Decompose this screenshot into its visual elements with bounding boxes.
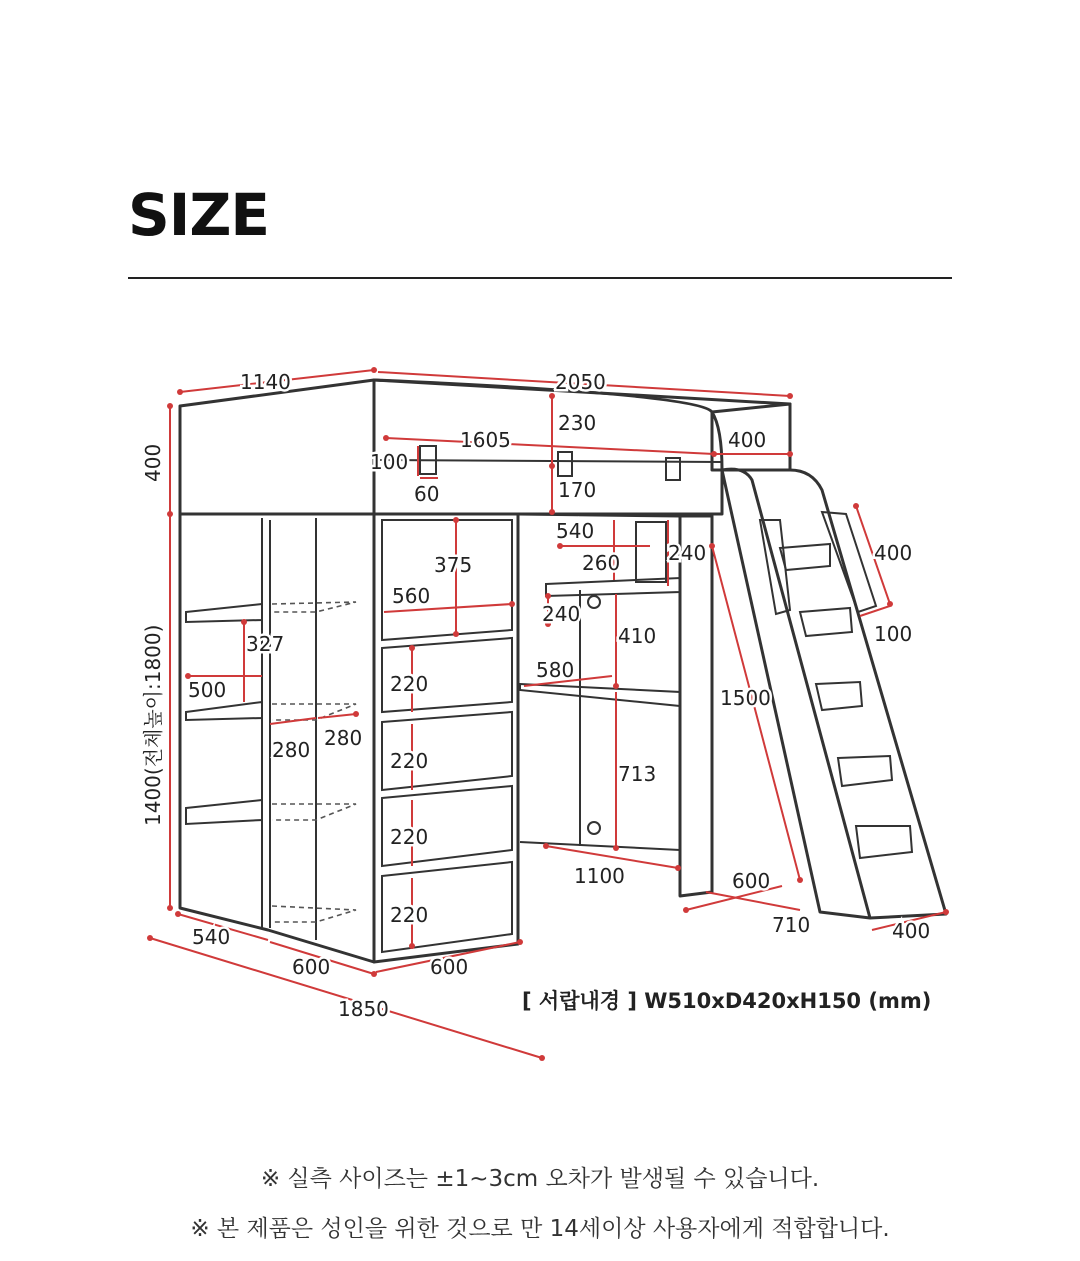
- page-title: SIZE: [128, 181, 270, 249]
- label-desk-260: 260: [582, 551, 621, 575]
- label-shelf-500: 500: [188, 678, 227, 702]
- label-desk-410: 410: [618, 624, 657, 648]
- label-desk-540: 540: [556, 519, 595, 543]
- label-base-400: 400: [892, 919, 931, 943]
- dimension-dots: [147, 367, 949, 1061]
- label-base-540: 540: [192, 925, 231, 949]
- label-total-length: 1850: [338, 997, 389, 1021]
- label-desk-240a: 240: [668, 541, 707, 565]
- label-shelf-327: 327: [246, 632, 285, 656]
- label-rail-400: 400: [728, 428, 767, 452]
- label-bed-length: 2050: [555, 370, 606, 394]
- label-1605: 1605: [460, 428, 511, 452]
- label-cab-375: 375: [434, 553, 473, 577]
- drawer-inner-spec: [ 서랍내경 ] W510xD420xH150 (mm): [522, 989, 932, 1013]
- label-total-height: 1400(전체높이:1800): [141, 624, 165, 826]
- note-age-limit: ※ 본 제품은 성인을 위한 것으로 만 14세이상 사용자에게 적합합니다.: [190, 1216, 890, 1242]
- label-desk-713: 713: [618, 762, 657, 786]
- label-base-710: 710: [772, 913, 811, 937]
- label-170: 170: [558, 478, 597, 502]
- label-desk-240b: 240: [542, 602, 581, 626]
- label-desk-1100: 1100: [574, 864, 625, 888]
- label-ladder-1500: 1500: [720, 686, 771, 710]
- label-guard-height: 400: [141, 443, 165, 482]
- label-drawer-2: 220: [390, 749, 429, 773]
- label-drawer-4: 220: [390, 903, 429, 927]
- dimension-labels: [141, 370, 930, 1021]
- label-shelf-280b: 280: [324, 726, 363, 750]
- label-base-600: 600: [732, 869, 771, 893]
- label-base-600c: 600: [430, 955, 469, 979]
- label-slot-100: 100: [370, 450, 409, 474]
- label-bed-depth: 1140: [240, 370, 291, 394]
- note-tolerance: ※ 실측 사이즈는 ±1~3cm 오차가 발생될 수 있습니다.: [260, 1166, 820, 1192]
- drawer-cabinet: [374, 514, 518, 962]
- label-ladder-400: 400: [874, 541, 913, 565]
- label-base-600b: 600: [292, 955, 331, 979]
- label-desk-580: 580: [536, 658, 575, 682]
- label-230: 230: [558, 411, 597, 435]
- label-slot-60: 60: [414, 482, 440, 506]
- label-ladder-100: 100: [874, 622, 913, 646]
- label-shelf-280a: 280: [272, 738, 311, 762]
- label-drawer-1: 220: [390, 672, 429, 696]
- label-cab-560: 560: [392, 584, 431, 608]
- label-drawer-3: 220: [390, 825, 429, 849]
